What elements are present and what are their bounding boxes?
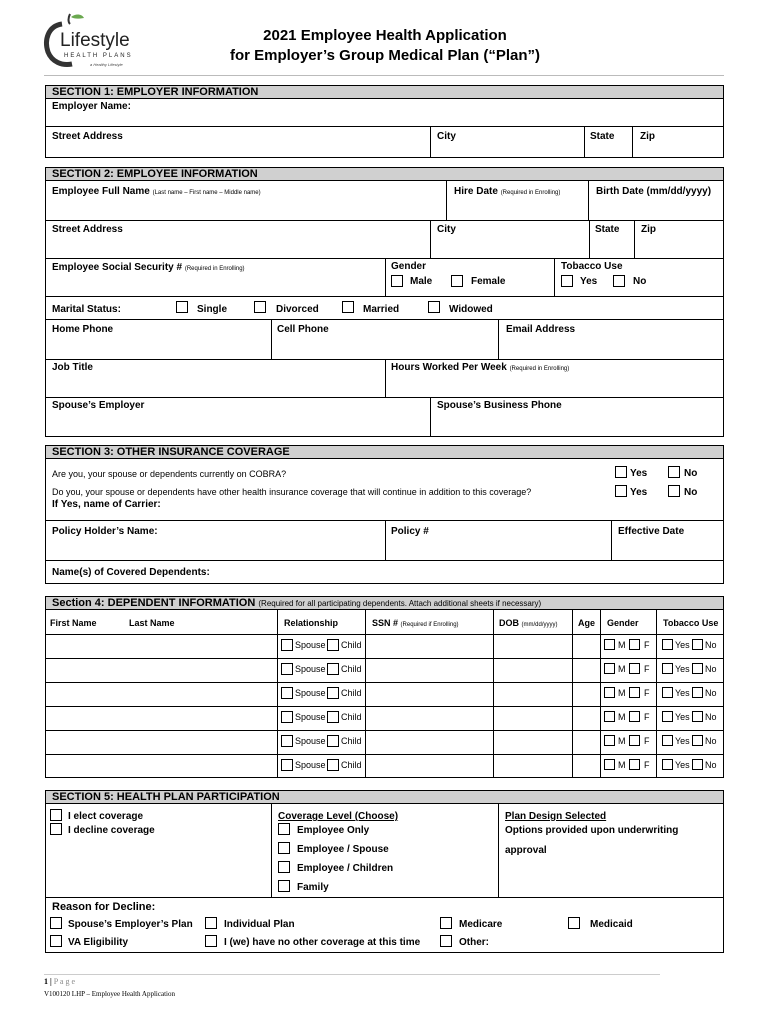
logo-sub: HEALTH PLANS (64, 53, 133, 59)
medicaid-checkbox[interactable] (568, 917, 580, 929)
s1-city-label: City (437, 131, 456, 142)
spouse-label: Spouse (295, 736, 326, 746)
col-tobacco: Tobacco Use (663, 618, 719, 628)
tobacco-yes-label: Yes (675, 712, 690, 722)
gender-m-checkbox[interactable] (604, 639, 615, 650)
female-checkbox[interactable] (451, 275, 463, 287)
spouse-plan-checkbox[interactable] (50, 917, 62, 929)
col-ssn: SSN # (Required if Enrolling) (372, 618, 459, 628)
col-relationship: Relationship (284, 618, 339, 628)
married-checkbox[interactable] (342, 301, 354, 313)
employee-only-label: Employee Only (297, 825, 370, 836)
hire-date-label: Hire Date (Required in Enrolling) (454, 186, 561, 197)
reason-decline-label: Reason for Decline: (52, 901, 156, 913)
divorced-checkbox[interactable] (254, 301, 266, 313)
col-first-name: First Name (50, 618, 97, 628)
title-line-2: for Employer’s Group Medical Plan (“Plan”) (229, 47, 541, 64)
gender-f-label: F (644, 736, 650, 746)
effective-date-label: Effective Date (618, 526, 685, 537)
col-last-name: Last Name (129, 618, 175, 628)
gender-m-label: M (618, 640, 626, 650)
individual-plan-label: Individual Plan (224, 919, 295, 930)
gender-label: Gender (391, 261, 427, 272)
tobacco-no-checkbox[interactable] (692, 639, 703, 650)
decline-coverage-label: I decline coverage (68, 825, 155, 836)
col-age: Age (578, 618, 596, 628)
logo-tag: a Healthy Lifestyle (90, 62, 123, 67)
birth-date-label: Birth Date (mm/dd/yyyy) (596, 186, 712, 197)
tobacco-yes-label: Yes (675, 760, 690, 770)
coverage-level-label: Coverage Level (Choose) (278, 811, 399, 822)
medicaid-label: Medicaid (590, 919, 633, 930)
spouse-checkbox[interactable] (281, 687, 293, 699)
policy-number-label: Policy # (391, 526, 429, 537)
tobacco-yes-label: Yes (675, 664, 690, 674)
cobra-no-label: No (684, 468, 698, 479)
child-label: Child (341, 664, 362, 674)
gender-m-checkbox[interactable] (604, 735, 615, 746)
tobacco-yes-label: Yes (675, 736, 690, 746)
medicare-label: Medicare (459, 919, 503, 930)
single-checkbox[interactable] (176, 301, 188, 313)
child-label: Child (341, 760, 362, 770)
plan-design-label: Plan Design Selected (505, 811, 607, 822)
child-label: Child (341, 736, 362, 746)
other-coverage-question: Do you, your spouse or dependents have other health insurance coverage that will continue in addition to this coverage? (52, 487, 532, 497)
male-checkbox[interactable] (391, 275, 403, 287)
gender-m-checkbox[interactable] (604, 663, 615, 674)
section1-header: SECTION 1: EMPLOYER INFORMATION (45, 85, 724, 99)
s1-street-label: Street Address (52, 131, 123, 142)
tobacco-no-label: No (705, 760, 717, 770)
tobacco-no-label: No (705, 736, 717, 746)
other-coverage-yes-checkbox[interactable] (615, 485, 627, 497)
child-label: Child (341, 688, 362, 698)
section3-header: SECTION 3: OTHER INSURANCE COVERAGE (45, 445, 724, 459)
tobacco-yes-checkbox[interactable] (662, 735, 673, 746)
spouse-checkbox[interactable] (281, 759, 293, 771)
child-checkbox[interactable] (327, 735, 339, 747)
logo-name: Lifestyle (60, 30, 130, 51)
gender-m-label: M (618, 760, 626, 770)
tobacco-yes-checkbox[interactable] (662, 663, 673, 674)
gender-m-checkbox[interactable] (604, 687, 615, 698)
tobacco-no-label: No (705, 664, 717, 674)
employee-full-name-label: Employee Full Name (Last name – First name – Middle name) (52, 186, 261, 197)
other-label: Other: (459, 937, 489, 948)
gender-f-label: F (644, 760, 650, 770)
gender-f-checkbox[interactable] (629, 639, 640, 650)
gender-f-label: F (644, 712, 650, 722)
s2-city-label: City (437, 224, 456, 235)
section2-header: SECTION 2: EMPLOYEE INFORMATION (45, 167, 724, 181)
single-label: Single (197, 304, 228, 315)
tobacco-no-checkbox[interactable] (692, 711, 703, 722)
spouse-label: Spouse (295, 664, 326, 674)
col-gender: Gender (607, 618, 639, 628)
gender-f-checkbox[interactable] (629, 735, 640, 746)
carrier-label: If Yes, name of Carrier: (52, 499, 161, 510)
va-eligibility-label: VA Eligibility (68, 937, 129, 948)
spouse-phone-label: Spouse’s Business Phone (437, 400, 562, 411)
spouse-label: Spouse (295, 688, 326, 698)
tobacco-yes-label: Yes (675, 640, 690, 650)
spouse-employer-label: Spouse’s Employer (52, 400, 145, 411)
decline-coverage-checkbox[interactable] (50, 823, 62, 835)
family-label: Family (297, 882, 329, 893)
child-checkbox[interactable] (327, 663, 339, 675)
hours-label: Hours Worked Per Week (Required in Enrolling) (391, 362, 570, 373)
spouse-checkbox[interactable] (281, 663, 293, 675)
cobra-question: Are you, your spouse or dependents currently on COBRA? (52, 469, 287, 479)
gender-f-label: F (644, 688, 650, 698)
child-checkbox[interactable] (327, 639, 339, 651)
section5-header: SECTION 5: HEALTH PLAN PARTICIPATION (45, 790, 724, 804)
s2-zip-label: Zip (641, 224, 656, 235)
tobacco-no-checkbox[interactable] (692, 759, 703, 770)
email-label: Email Address (506, 324, 576, 335)
other-coverage-no-label: No (684, 487, 698, 498)
employee-only-checkbox[interactable] (278, 823, 290, 835)
home-phone-label: Home Phone (52, 324, 114, 335)
gender-m-checkbox[interactable] (604, 759, 615, 770)
s1-zip-label: Zip (640, 131, 655, 142)
female-label: Female (471, 276, 506, 287)
male-label: Male (410, 276, 433, 287)
gender-m-label: M (618, 736, 626, 746)
section1-box (45, 98, 724, 158)
s2-street-label: Street Address (52, 224, 123, 235)
s2-state-label: State (595, 224, 620, 235)
cobra-yes-checkbox[interactable] (615, 466, 627, 478)
tobacco-label: Tobacco Use (561, 261, 623, 272)
plan-design-desc-2: approval (505, 845, 547, 856)
spouse-label: Spouse (295, 712, 326, 722)
employee-children-label: Employee / Children (297, 863, 394, 874)
cobra-no-checkbox[interactable] (668, 466, 680, 478)
tobacco-yes-checkbox[interactable] (561, 275, 573, 287)
spouse-checkbox[interactable] (281, 639, 293, 651)
va-eligibility-checkbox[interactable] (50, 935, 62, 947)
widowed-label: Widowed (449, 304, 493, 315)
gender-f-label: F (644, 640, 650, 650)
covered-dependents-label: Name(s) of Covered Dependents: (52, 567, 210, 578)
footer-divider (44, 974, 660, 975)
policy-holder-label: Policy Holder’s Name: (52, 526, 158, 537)
gender-m-label: M (618, 688, 626, 698)
family-checkbox[interactable] (278, 880, 290, 892)
elect-coverage-label: I elect coverage (68, 811, 144, 822)
spouse-checkbox[interactable] (281, 711, 293, 723)
employee-children-checkbox[interactable] (278, 861, 290, 873)
tobacco-no-checkbox[interactable] (692, 687, 703, 698)
child-label: Child (341, 640, 362, 650)
individual-plan-checkbox[interactable] (205, 917, 217, 929)
gender-f-label: F (644, 664, 650, 674)
cobra-yes-label: Yes (630, 468, 648, 479)
job-title-label: Job Title (52, 362, 93, 373)
gender-f-checkbox[interactable] (629, 759, 640, 770)
divorced-label: Divorced (276, 304, 319, 315)
tobacco-no-label: No (705, 688, 717, 698)
child-label: Child (341, 712, 362, 722)
header-divider (44, 75, 724, 76)
tobacco-yes-label: Yes (580, 276, 598, 287)
tobacco-yes-checkbox[interactable] (662, 759, 673, 770)
gender-f-checkbox[interactable] (629, 663, 640, 674)
gender-m-label: M (618, 664, 626, 674)
no-other-coverage-checkbox[interactable] (205, 935, 217, 947)
spouse-label: Spouse (295, 640, 326, 650)
plan-design-desc-1: Options provided upon underwriting (505, 825, 679, 836)
gender-m-label: M (618, 712, 626, 722)
gender-m-checkbox[interactable] (604, 711, 615, 722)
no-other-coverage-label: I (we) have no other coverage at this time (224, 937, 421, 948)
child-checkbox[interactable] (327, 759, 339, 771)
tobacco-no-label: No (633, 276, 647, 287)
page-footer: 1 | P a g e (44, 977, 76, 986)
employee-spouse-checkbox[interactable] (278, 842, 290, 854)
employer-name-label: Employer Name: (52, 101, 131, 112)
gender-f-checkbox[interactable] (629, 711, 640, 722)
elect-coverage-checkbox[interactable] (50, 809, 62, 821)
tobacco-yes-checkbox[interactable] (662, 711, 673, 722)
tobacco-no-label: No (705, 712, 717, 722)
tobacco-no-checkbox[interactable] (613, 275, 625, 287)
married-label: Married (363, 304, 400, 315)
section4-header: Section 4: DEPENDENT INFORMATION (Required for all participating dependents. Attach additional sheets if necessary) (45, 596, 724, 610)
ssn-label: Employee Social Security # (Required in Enrolling) (52, 262, 245, 273)
gender-f-checkbox[interactable] (629, 687, 640, 698)
other-coverage-no-checkbox[interactable] (668, 485, 680, 497)
tobacco-no-checkbox[interactable] (692, 735, 703, 746)
spouse-checkbox[interactable] (281, 735, 293, 747)
tobacco-no-checkbox[interactable] (692, 663, 703, 674)
tobacco-yes-checkbox[interactable] (662, 639, 673, 650)
form-code: V100120 LHP – Employee Health Application (44, 990, 175, 998)
title-line-1: 2021 Employee Health Application (263, 27, 507, 44)
other-coverage-yes-label: Yes (630, 487, 648, 498)
employee-spouse-label: Employee / Spouse (297, 844, 389, 855)
marital-status-label: Marital Status: (52, 304, 121, 315)
tobacco-yes-checkbox[interactable] (662, 687, 673, 698)
spouse-plan-label: Spouse’s Employer’s Plan (68, 919, 193, 930)
tobacco-no-label: No (705, 640, 717, 650)
col-dob: DOB (mm/dd/yyyy) (499, 618, 558, 628)
other-checkbox[interactable] (440, 935, 452, 947)
cell-phone-label: Cell Phone (277, 324, 329, 335)
widowed-checkbox[interactable] (428, 301, 440, 313)
spouse-label: Spouse (295, 760, 326, 770)
child-checkbox[interactable] (327, 711, 339, 723)
tobacco-yes-label: Yes (675, 688, 690, 698)
s1-state-label: State (590, 131, 615, 142)
child-checkbox[interactable] (327, 687, 339, 699)
medicare-checkbox[interactable] (440, 917, 452, 929)
